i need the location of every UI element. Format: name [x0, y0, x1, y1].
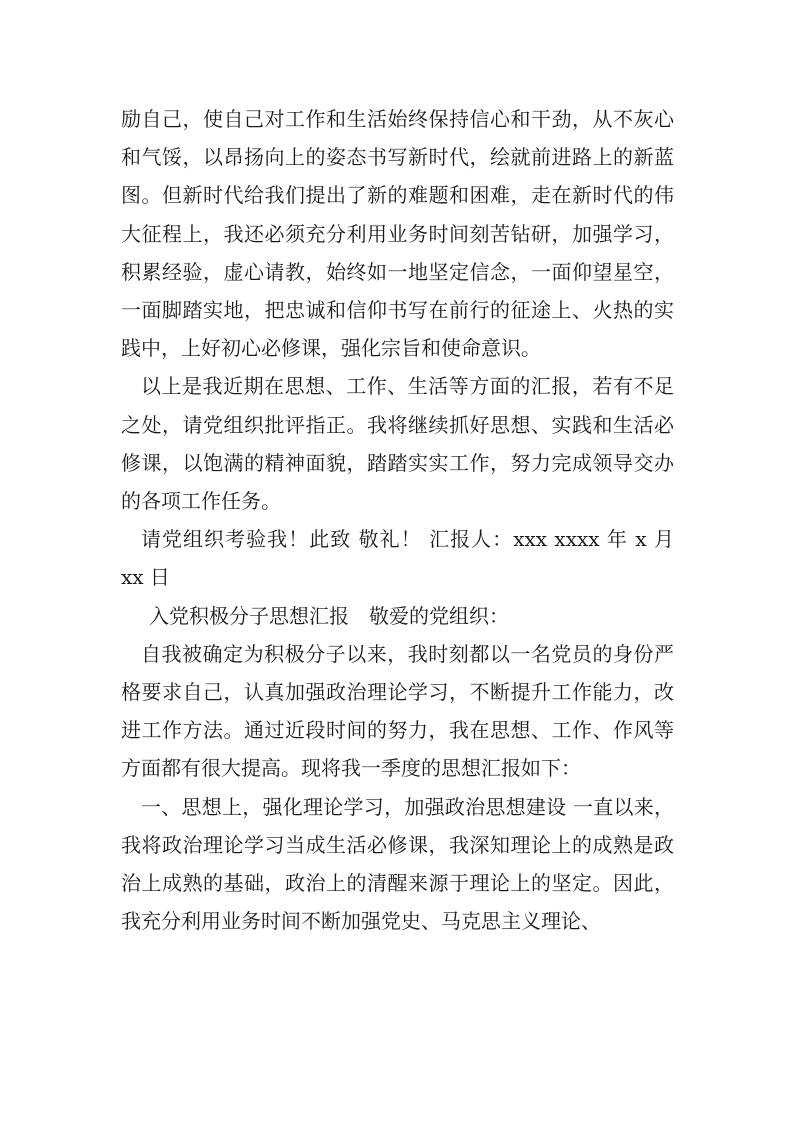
paragraph-section-one: 一、思想上，强化理论学习，加强政治思想建设 一直以来，我将政治理论学习当成生活必修课，我深知理论上的成熟是政治上成熟的基础，政治上的清醒来源于理论上的坚定。因此，我充分利用业务时间不断加强党史、马克思主义理论、	[121, 794, 674, 934]
paragraph-summary: 以上是我近期在思想、工作、生活等方面的汇报，若有不足之处，请党组织批评指正。我将继续抓好思想、实践和生活必修课，以饱满的精神面貌，踏踏实实工作，努力完成领导交办的各项工作任务。	[121, 374, 674, 514]
report-heading: 入党积极分子思想汇报 敬爱的党组织：	[149, 603, 509, 628]
paragraph-continuation: 励自己，使自己对工作和生活始终保持信心和干劲，从不灰心和气馁，以昂扬向上的姿态书写新时代，绘就前进路上的新蓝图。但新时代给我们提出了新的难题和困难，走在新时代的伟大征程上，我还必须充分利用业务时间刻苦钻研，加强学习，积累经验，虚心请教，始终如一地坚定信念，一面仰望星空，一面脚踏实地，把忠诚和信仰书写在前行的征途上、火热的实践中，上好初心必修课，强化宗旨和使命意识。	[121, 107, 674, 361]
paragraph-intro: 自我被确定为积极分子以来，我时刻都以一名党员的身份严格要求自己，认真加强政治理论学习，不断提升工作能力，改进工作方法。通过近段时间的努力，我在思想、工作、作风等方面都有很大提高。现将我一季度的思想汇报如下：	[121, 641, 674, 781]
document-body	[121, 100, 674, 940]
paragraph-closing: 请党组织考验我！此致 敬礼！ 汇报人：xxx xxxx 年 x 月 xx 日	[121, 527, 674, 590]
